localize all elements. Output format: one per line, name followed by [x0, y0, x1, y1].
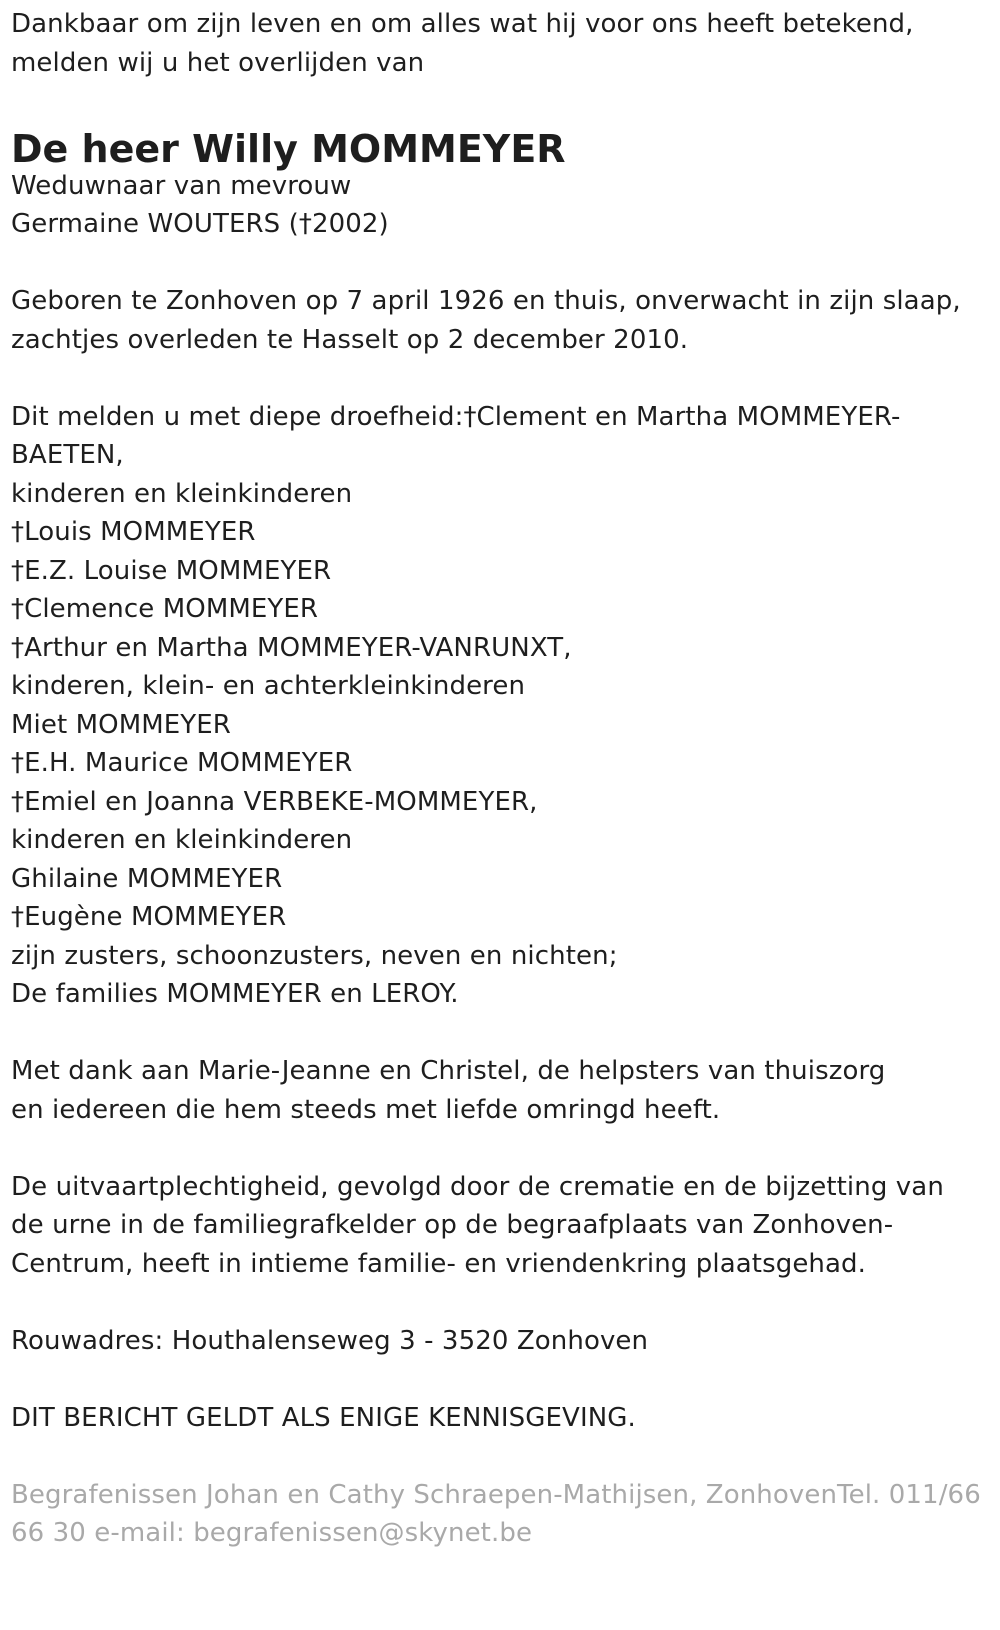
mourner-line: De families MOMMEYER en LEROY. [11, 979, 459, 1009]
mourner-line: Ghilaine MOMMEYER [11, 864, 283, 894]
spouse-line: Germaine WOUTERS (†2002) [11, 209, 389, 239]
mourning-address: Rouwadres: Houthalenseweg 3 - 3520 Zonhoven [11, 1326, 649, 1356]
mourner-line: kinderen, klein- en achterkleinkinderen [11, 671, 526, 701]
birth-death-line: Geboren te Zonhoven op 7 april 1926 en thuis, onverwacht in zijn slaap, [11, 286, 961, 316]
mourner-line: kinderen en kleinkinderen [11, 479, 353, 509]
thanks-line: en iedereen die hem steeds met liefde omringd heeft. [11, 1095, 721, 1125]
intro-line: melden wij u het overlijden van [11, 48, 425, 78]
spouse-line: Weduwnaar van mevrouw [11, 171, 352, 201]
mourner-line: zijn zusters, schoonzusters, neven en nichten; [11, 941, 618, 971]
funeral-home-line: 66 30 e-mail: begrafenissen@skynet.be [11, 1518, 533, 1548]
mourner-line: BAETEN, [11, 440, 124, 470]
funeral-home-line: Begrafenissen Johan en Cathy Schraepen-Mathijsen, ZonhovenTel. 011/66 [11, 1480, 981, 1510]
mourner-line: †Louis MOMMEYER [11, 517, 256, 547]
mourner-line: Miet MOMMEYER [11, 710, 231, 740]
notice-text: DIT BERICHT GELDT ALS ENIGE KENNISGEVING. [11, 1403, 636, 1433]
mourner-line: †E.H. Maurice MOMMEYER [11, 748, 353, 778]
intro-line: Dankbaar om zijn leven en om alles wat hij voor ons heeft betekend, [11, 9, 914, 39]
mourner-line: Dit melden u met diepe droefheid:†Clement en Martha MOMMEYER- [11, 402, 901, 432]
mourner-line: †Arthur en Martha MOMMEYER-VANRUNXT, [11, 633, 572, 663]
birth-death-line: zachtjes overleden te Hasselt op 2 december 2010. [11, 325, 689, 355]
mourner-line: †E.Z. Louise MOMMEYER [11, 556, 332, 586]
ceremony-line: Centrum, heeft in intieme familie- en vriendenkring plaatsgehad. [11, 1249, 866, 1279]
thanks-line: Met dank aan Marie-Jeanne en Christel, de helpsters van thuiszorg [11, 1056, 886, 1086]
ceremony-line: de urne in de familiegrafkelder op de begraafplaats van Zonhoven- [11, 1210, 894, 1240]
mourner-line: †Emiel en Joanna VERBEKE-MOMMEYER, [11, 787, 538, 817]
mourner-line: kinderen en kleinkinderen [11, 825, 353, 855]
ceremony-line: De uitvaartplechtigheid, gevolgd door de crematie en de bijzetting van [11, 1172, 944, 1202]
mourner-line: †Clemence MOMMEYER [11, 594, 319, 624]
mourner-line: †Eugène MOMMEYER [11, 902, 287, 932]
deceased-name: De heer Willy MOMMEYER [11, 127, 566, 171]
